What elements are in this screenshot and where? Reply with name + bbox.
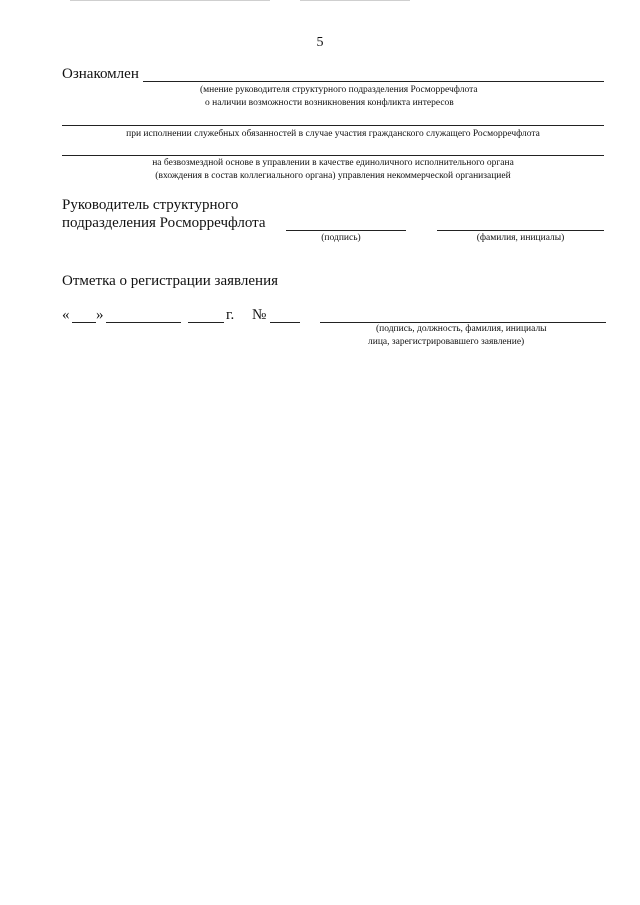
- registration-number-sign: №: [252, 307, 267, 323]
- registration-year-line: [188, 322, 224, 323]
- registration-month-line: [106, 322, 181, 323]
- registration-quote-close: »: [96, 307, 104, 323]
- registration-number-line: [270, 322, 300, 323]
- registration-quote-open: «: [62, 307, 70, 323]
- head-signature-caption: (подпись): [321, 233, 361, 243]
- duties-caption: при исполнении служебных обязанностей в случае участия гражданского служащего Росморречфлота: [126, 129, 540, 139]
- registration-caption-line2: лица, зарегистрировавшего заявление): [368, 337, 525, 347]
- registration-title: Отметка о регистрации заявления: [62, 273, 278, 289]
- management-caption-line1: на безвозмездной основе в управлении в качестве единоличного исполнительного органа: [152, 158, 514, 168]
- scan-edge-top-right: [300, 0, 410, 1]
- management-line: [62, 155, 604, 156]
- acknowledged-caption-line2: о наличии возможности возникновения конфликта интересов: [205, 98, 454, 108]
- scan-edge-top: [70, 0, 270, 1]
- registration-signature-line: [320, 322, 606, 323]
- duties-line: [62, 125, 604, 126]
- page-number: 5: [316, 35, 324, 50]
- acknowledged-signature-line: [143, 81, 604, 82]
- registration-day-line: [72, 322, 96, 323]
- head-name-line: [437, 230, 604, 231]
- head-label-line1: Руководитель структурного: [62, 197, 239, 213]
- registration-caption-line1: (подпись, должность, фамилия, инициалы: [376, 324, 547, 334]
- registration-year-suffix: г.: [226, 307, 235, 323]
- head-signature-line: [286, 230, 406, 231]
- acknowledged-label: Ознакомлен: [62, 66, 139, 82]
- acknowledged-caption-line1: (мнение руководителя структурного подразделения Росморречфлота: [200, 85, 478, 95]
- management-caption-line2: (вхождения в состав коллегиального органа) управления некоммерческой организацией: [155, 171, 511, 181]
- head-label-line2: подразделения Росморречфлота: [62, 215, 266, 231]
- head-name-caption: (фамилия, инициалы): [476, 233, 565, 243]
